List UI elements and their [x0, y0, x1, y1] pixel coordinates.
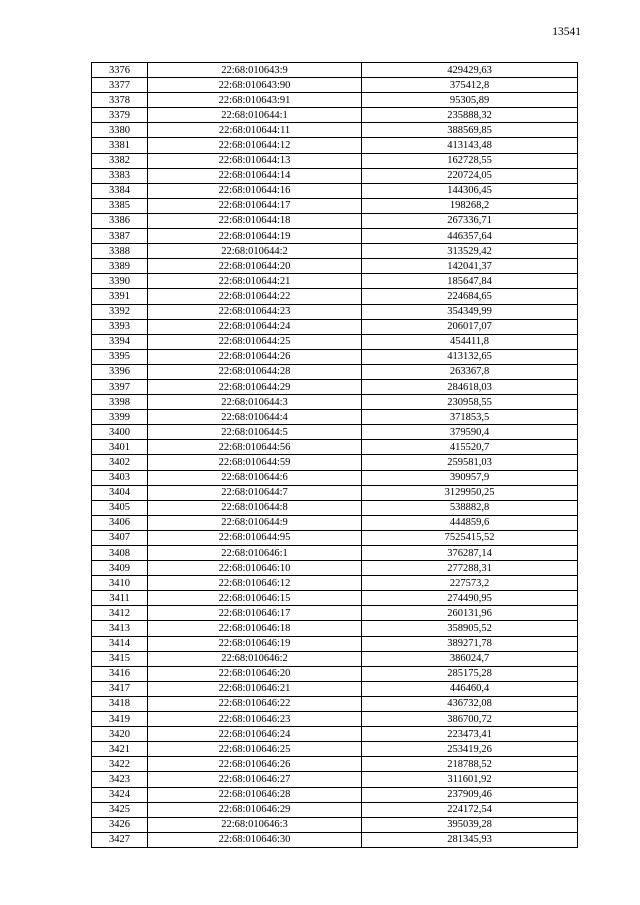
value-cell: 142041,37 — [362, 259, 578, 274]
cadastral-number-cell: 22:68:010644:29 — [148, 379, 362, 394]
cadastral-number-cell: 22:68:010644:13 — [148, 153, 362, 168]
row-number-cell: 3417 — [92, 681, 148, 696]
cadastral-number-cell: 22:68:010643:9 — [148, 63, 362, 78]
value-cell: 379590,4 — [362, 425, 578, 440]
row-number-cell: 3384 — [92, 183, 148, 198]
table-row — [92, 123, 578, 138]
row-number-cell: 3423 — [92, 772, 148, 787]
cadastral-number-cell: 22:68:010644:24 — [148, 319, 362, 334]
row-number-cell: 3418 — [92, 696, 148, 711]
value-cell: 538882,8 — [362, 500, 578, 515]
cadastral-number-cell: 22:68:010644:3 — [148, 395, 362, 410]
cadastral-number-cell: 22:68:010644:11 — [148, 123, 362, 138]
value-cell: 224684,65 — [362, 289, 578, 304]
cadastral-number-cell: 22:68:010644:7 — [148, 485, 362, 500]
row-number-cell: 3379 — [92, 108, 148, 123]
table-row — [92, 108, 578, 123]
table-row — [92, 802, 578, 817]
cadastral-number-cell: 22:68:010644:95 — [148, 530, 362, 545]
table-row — [92, 681, 578, 696]
value-cell: 220724,05 — [362, 168, 578, 183]
cadastral-number-cell: 22:68:010644:21 — [148, 274, 362, 289]
cadastral-number-cell: 22:68:010644:26 — [148, 349, 362, 364]
row-number-cell: 3416 — [92, 666, 148, 681]
table-row — [92, 334, 578, 349]
value-cell: 413132,65 — [362, 349, 578, 364]
row-number-cell: 3406 — [92, 515, 148, 530]
row-number-cell: 3386 — [92, 213, 148, 228]
row-number-cell: 3398 — [92, 395, 148, 410]
value-cell: 259581,03 — [362, 455, 578, 470]
row-number-cell: 3392 — [92, 304, 148, 319]
row-number-cell: 3376 — [92, 63, 148, 78]
value-cell: 185647,84 — [362, 274, 578, 289]
table-row — [92, 198, 578, 213]
row-number-cell: 3422 — [92, 757, 148, 772]
cadastral-number-cell: 22:68:010646:20 — [148, 666, 362, 681]
table-row — [92, 772, 578, 787]
row-number-cell: 3397 — [92, 379, 148, 394]
row-number-cell: 3415 — [92, 651, 148, 666]
table-row — [92, 304, 578, 319]
table-row — [92, 183, 578, 198]
table-row — [92, 349, 578, 364]
row-number-cell: 3425 — [92, 802, 148, 817]
row-number-cell: 3407 — [92, 530, 148, 545]
value-cell: 274490,95 — [362, 591, 578, 606]
table-row — [92, 576, 578, 591]
table-row — [92, 666, 578, 681]
value-cell: 235888,32 — [362, 108, 578, 123]
cadastral-number-cell: 22:68:010644:14 — [148, 168, 362, 183]
value-cell: 415520,7 — [362, 440, 578, 455]
cadastral-number-cell: 22:68:010644:19 — [148, 229, 362, 244]
row-number-cell: 3387 — [92, 229, 148, 244]
cadastral-number-cell: 22:68:010646:18 — [148, 621, 362, 636]
cadastral-number-cell: 22:68:010646:27 — [148, 772, 362, 787]
cadastral-number-cell: 22:68:010646:17 — [148, 606, 362, 621]
table-row — [92, 63, 578, 78]
value-cell: 285175,28 — [362, 666, 578, 681]
cadastral-value-table — [91, 62, 578, 848]
table-row — [92, 244, 578, 259]
table-row — [92, 470, 578, 485]
table-row — [92, 274, 578, 289]
value-cell: 162728,55 — [362, 153, 578, 168]
table-row — [92, 757, 578, 772]
table-row — [92, 606, 578, 621]
table-row — [92, 636, 578, 651]
row-number-cell: 3395 — [92, 349, 148, 364]
cadastral-number-cell: 22:68:010644:25 — [148, 334, 362, 349]
table-row — [92, 712, 578, 727]
value-cell: 198268,2 — [362, 198, 578, 213]
table-row — [92, 500, 578, 515]
row-number-cell: 3419 — [92, 712, 148, 727]
table-row — [92, 742, 578, 757]
table-row — [92, 515, 578, 530]
table-row — [92, 395, 578, 410]
table-row — [92, 696, 578, 711]
value-cell: 375412,8 — [362, 78, 578, 93]
table-row — [92, 410, 578, 425]
row-number-cell: 3385 — [92, 198, 148, 213]
table-row — [92, 138, 578, 153]
table-row — [92, 259, 578, 274]
cadastral-number-cell: 22:68:010646:1 — [148, 546, 362, 561]
table-row — [92, 651, 578, 666]
value-cell: 444859,6 — [362, 515, 578, 530]
table-row — [92, 153, 578, 168]
cadastral-number-cell: 22:68:010643:90 — [148, 78, 362, 93]
table-row — [92, 319, 578, 334]
cadastral-number-cell: 22:68:010646:12 — [148, 576, 362, 591]
table-row — [92, 78, 578, 93]
table-row — [92, 425, 578, 440]
value-cell: 253419,26 — [362, 742, 578, 757]
value-cell: 354349,99 — [362, 304, 578, 319]
table-row — [92, 787, 578, 802]
value-cell: 206017,07 — [362, 319, 578, 334]
row-number-cell: 3389 — [92, 259, 148, 274]
row-number-cell: 3396 — [92, 364, 148, 379]
table-row — [92, 546, 578, 561]
value-cell: 224172,54 — [362, 802, 578, 817]
cadastral-number-cell: 22:68:010646:2 — [148, 651, 362, 666]
value-cell: 3129950,25 — [362, 485, 578, 500]
row-number-cell: 3410 — [92, 576, 148, 591]
cadastral-number-cell: 22:68:010646:19 — [148, 636, 362, 651]
value-cell: 237909,46 — [362, 787, 578, 802]
row-number-cell: 3399 — [92, 410, 148, 425]
row-number-cell: 3427 — [92, 832, 148, 847]
row-number-cell: 3402 — [92, 455, 148, 470]
value-cell: 267336,71 — [362, 213, 578, 228]
cadastral-number-cell: 22:68:010646:3 — [148, 817, 362, 832]
table-row — [92, 530, 578, 545]
row-number-cell: 3421 — [92, 742, 148, 757]
value-cell: 311601,92 — [362, 772, 578, 787]
value-cell: 386700,72 — [362, 712, 578, 727]
table-row — [92, 621, 578, 636]
cadastral-number-cell: 22:68:010644:12 — [148, 138, 362, 153]
row-number-cell: 3424 — [92, 787, 148, 802]
row-number-cell: 3388 — [92, 244, 148, 259]
table-row — [92, 364, 578, 379]
cadastral-number-cell: 22:68:010646:28 — [148, 787, 362, 802]
cadastral-number-cell: 22:68:010644:22 — [148, 289, 362, 304]
table-row — [92, 727, 578, 742]
value-cell: 284618,03 — [362, 379, 578, 394]
table-row — [92, 289, 578, 304]
value-cell: 260131,96 — [362, 606, 578, 621]
row-number-cell: 3380 — [92, 123, 148, 138]
cadastral-number-cell: 22:68:010646:22 — [148, 696, 362, 711]
table-row — [92, 213, 578, 228]
table-body — [92, 63, 578, 848]
value-cell: 144306,45 — [362, 183, 578, 198]
value-cell: 389271,78 — [362, 636, 578, 651]
table-row — [92, 832, 578, 847]
value-cell: 386024,7 — [362, 651, 578, 666]
value-cell: 263367,8 — [362, 364, 578, 379]
table-row — [92, 561, 578, 576]
cadastral-number-cell: 22:68:010644:59 — [148, 455, 362, 470]
table-row — [92, 485, 578, 500]
cadastral-number-cell: 22:68:010646:15 — [148, 591, 362, 606]
value-cell: 218788,52 — [362, 757, 578, 772]
cadastral-number-cell: 22:68:010644:6 — [148, 470, 362, 485]
row-number-cell: 3378 — [92, 93, 148, 108]
row-number-cell: 3408 — [92, 546, 148, 561]
value-cell: 281345,93 — [362, 832, 578, 847]
row-number-cell: 3409 — [92, 561, 148, 576]
cadastral-number-cell: 22:68:010644:4 — [148, 410, 362, 425]
value-cell: 436732,08 — [362, 696, 578, 711]
value-cell: 413143,48 — [362, 138, 578, 153]
cadastral-number-cell: 22:68:010646:21 — [148, 681, 362, 696]
cadastral-number-cell: 22:68:010644:18 — [148, 213, 362, 228]
table-row — [92, 817, 578, 832]
value-cell: 313529,42 — [362, 244, 578, 259]
cadastral-number-cell: 22:68:010644:8 — [148, 500, 362, 515]
row-number-cell: 3400 — [92, 425, 148, 440]
value-cell: 454411,8 — [362, 334, 578, 349]
cadastral-number-cell: 22:68:010643:91 — [148, 93, 362, 108]
value-cell: 395039,28 — [362, 817, 578, 832]
cadastral-number-cell: 22:68:010644:16 — [148, 183, 362, 198]
row-number-cell: 3414 — [92, 636, 148, 651]
table-row — [92, 229, 578, 244]
row-number-cell: 3401 — [92, 440, 148, 455]
cadastral-number-cell: 22:68:010644:2 — [148, 244, 362, 259]
row-number-cell: 3412 — [92, 606, 148, 621]
row-number-cell: 3393 — [92, 319, 148, 334]
row-number-cell: 3404 — [92, 485, 148, 500]
row-number-cell: 3383 — [92, 168, 148, 183]
value-cell: 277288,31 — [362, 561, 578, 576]
table-row — [92, 455, 578, 470]
value-cell: 7525415,52 — [362, 530, 578, 545]
row-number-cell: 3391 — [92, 289, 148, 304]
value-cell: 390957,9 — [362, 470, 578, 485]
row-number-cell: 3403 — [92, 470, 148, 485]
cadastral-number-cell: 22:68:010646:30 — [148, 832, 362, 847]
cadastral-number-cell: 22:68:010646:26 — [148, 757, 362, 772]
row-number-cell: 3394 — [92, 334, 148, 349]
value-cell: 358905,52 — [362, 621, 578, 636]
cadastral-number-cell: 22:68:010644:9 — [148, 515, 362, 530]
row-number-cell: 3381 — [92, 138, 148, 153]
row-number-cell: 3390 — [92, 274, 148, 289]
value-cell: 230958,55 — [362, 395, 578, 410]
value-cell: 227573,2 — [362, 576, 578, 591]
cadastral-number-cell: 22:68:010646:25 — [148, 742, 362, 757]
value-cell: 388569,85 — [362, 123, 578, 138]
cadastral-number-cell: 22:68:010644:20 — [148, 259, 362, 274]
page-number: 13541 — [552, 26, 581, 38]
cadastral-number-cell: 22:68:010644:56 — [148, 440, 362, 455]
value-cell: 223473,41 — [362, 727, 578, 742]
row-number-cell: 3411 — [92, 591, 148, 606]
cadastral-number-cell: 22:68:010644:28 — [148, 364, 362, 379]
cadastral-number-cell: 22:68:010644:5 — [148, 425, 362, 440]
value-cell: 371853,5 — [362, 410, 578, 425]
value-cell: 376287,14 — [362, 546, 578, 561]
table-row — [92, 379, 578, 394]
table-row — [92, 168, 578, 183]
cadastral-number-cell: 22:68:010646:24 — [148, 727, 362, 742]
row-number-cell: 3382 — [92, 153, 148, 168]
row-number-cell: 3413 — [92, 621, 148, 636]
cadastral-number-cell: 22:68:010644:23 — [148, 304, 362, 319]
row-number-cell: 3377 — [92, 78, 148, 93]
table-row — [92, 93, 578, 108]
value-cell: 429429,63 — [362, 63, 578, 78]
value-cell: 446460,4 — [362, 681, 578, 696]
row-number-cell: 3426 — [92, 817, 148, 832]
cadastral-number-cell: 22:68:010646:29 — [148, 802, 362, 817]
value-cell: 446357,64 — [362, 229, 578, 244]
row-number-cell: 3405 — [92, 500, 148, 515]
table-row — [92, 440, 578, 455]
cadastral-number-cell: 22:68:010644:17 — [148, 198, 362, 213]
row-number-cell: 3420 — [92, 727, 148, 742]
cadastral-number-cell: 22:68:010644:1 — [148, 108, 362, 123]
table-row — [92, 591, 578, 606]
value-cell: 95305,89 — [362, 93, 578, 108]
cadastral-number-cell: 22:68:010646:10 — [148, 561, 362, 576]
cadastral-number-cell: 22:68:010646:23 — [148, 712, 362, 727]
